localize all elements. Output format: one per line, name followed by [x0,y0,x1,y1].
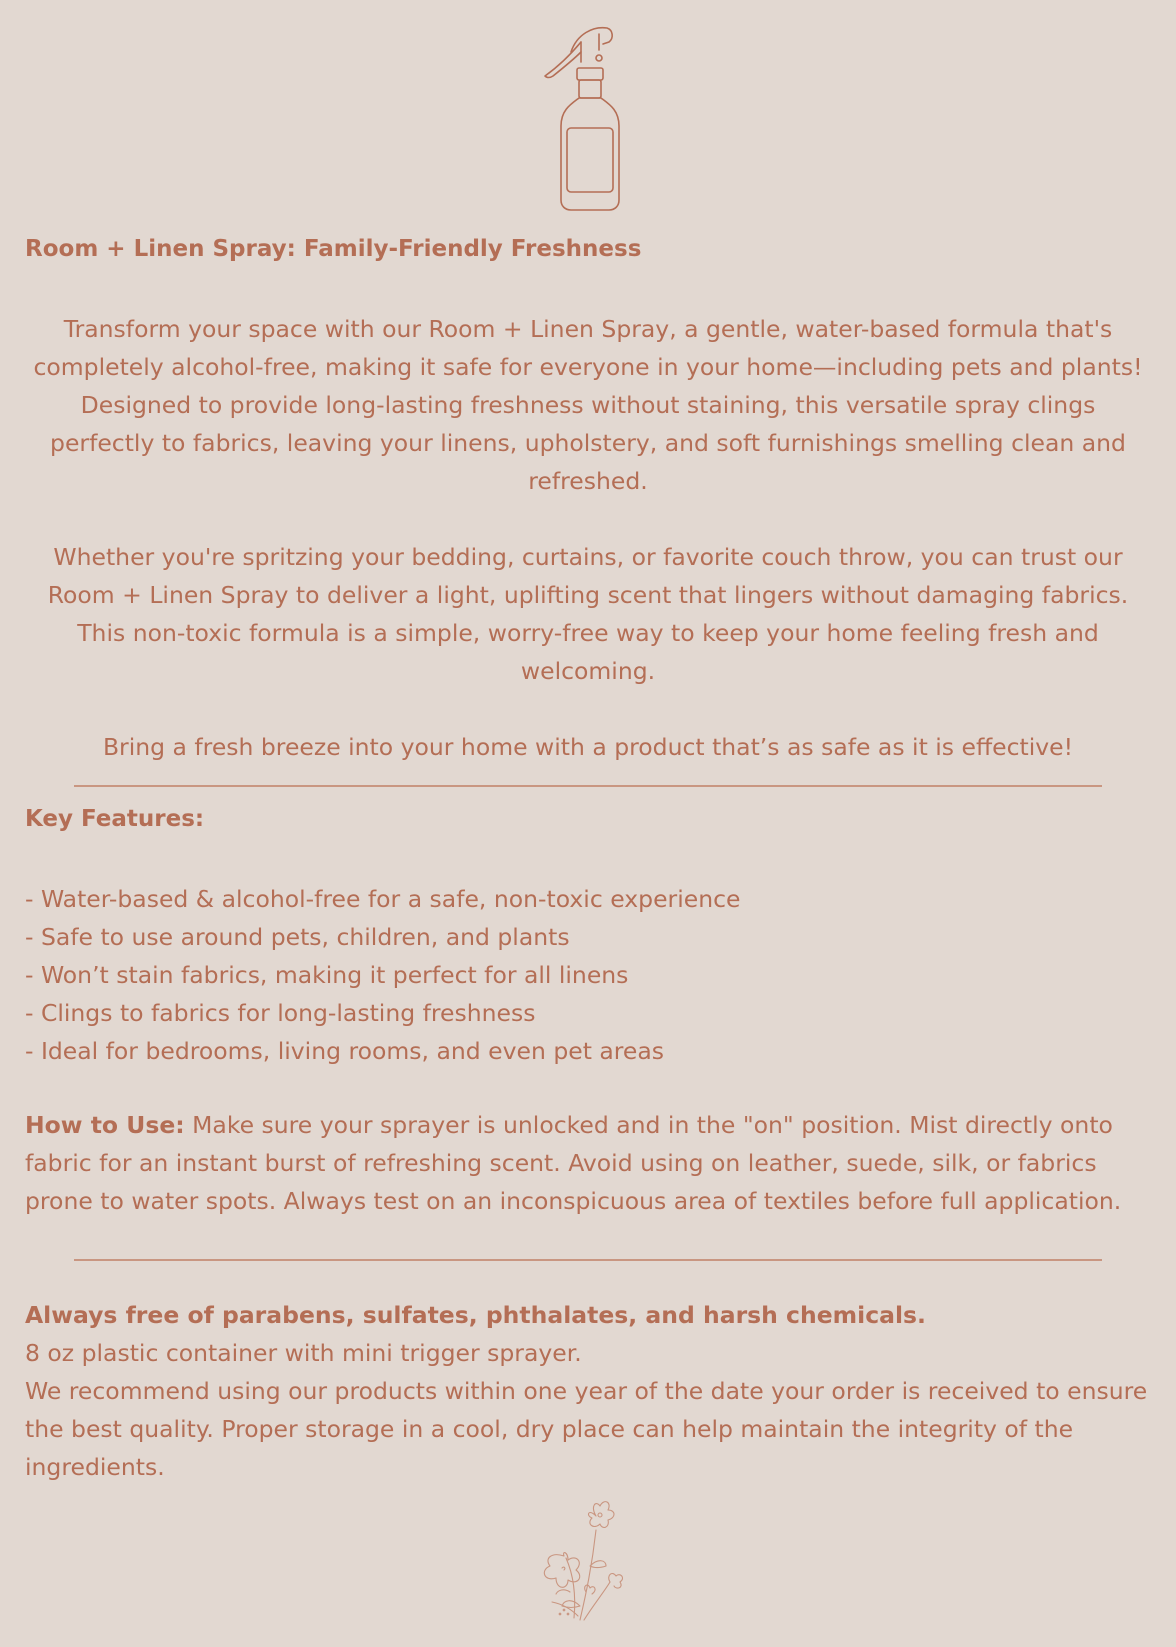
list-item: - Won’t stain fabrics, making it perfect for all linens [25,961,629,989]
flower-illustration-icon [534,1496,644,1624]
free-of-statement: Always free of parabens, sulfates, phthalates, and harsh chemicals. [25,1301,926,1329]
container-info: 8 oz plastic container with mini trigger sprayer. [25,1339,582,1367]
section-divider [74,785,1102,787]
description-paragraph-1: Transform your space with our Room + Linen Spray, a gentle, water-based formula that's completely alcohol-free, making it safe for everyone in your home—including pets and plants! Designed to provide long-lasting freshness without staining, this versatile spray clings perfectly to fabrics, leaving your linens, upholstery, and soft furnishings smelling clean and refreshed. [33,315,1143,495]
list-item: - Water-based & alcohol-free for a safe, non-toxic experience [25,885,741,913]
key-features-list [25,880,740,1070]
description-paragraph-3: Bring a fresh breeze into your home with a product that’s as safe as it is effective! [102,733,1074,761]
key-features-heading: Key Features: [25,806,205,832]
how-to-use-text: Make sure your sprayer is unlocked and in the "on" position. Mist directly onto fabric for an instant burst of refreshing scent. Avoid using on leather, suede, silk, or fabrics prone to water spots. Always test on an inconspicuous area of textiles before full application. [25,1111,1122,1215]
product-details-section [25,1296,1155,1486]
list-item: - Clings to fabrics for long-lasting freshness [25,999,536,1027]
list-item: - Ideal for bedrooms, living rooms, and even pet areas [25,1037,665,1065]
storage-recommendation: We recommend using our products within one year of the date your order is received to ensure the best quality. Proper storage in a cool, dry place can help maintain the integrity of the ingredients. [25,1377,1148,1481]
how-to-use-label: How to Use: [25,1111,185,1139]
how-to-use-section [25,1106,1155,1220]
page-title: Room + Linen Spray: Family-Friendly Freshness [25,236,642,262]
description-paragraph-2: Whether you're spritzing your bedding, curtains, or favorite couch throw, you can trust our Room + Linen Spray to deliver a light, uplifting scent that lingers without damaging fabrics. This non-toxic formula is a simple, worry-free way to keep your home feeling fresh and welcoming. [47,543,1129,685]
list-item: - Safe to use around pets, children, and plants [25,923,570,951]
section-divider [74,1259,1102,1261]
spray-bottle-icon [541,20,631,212]
